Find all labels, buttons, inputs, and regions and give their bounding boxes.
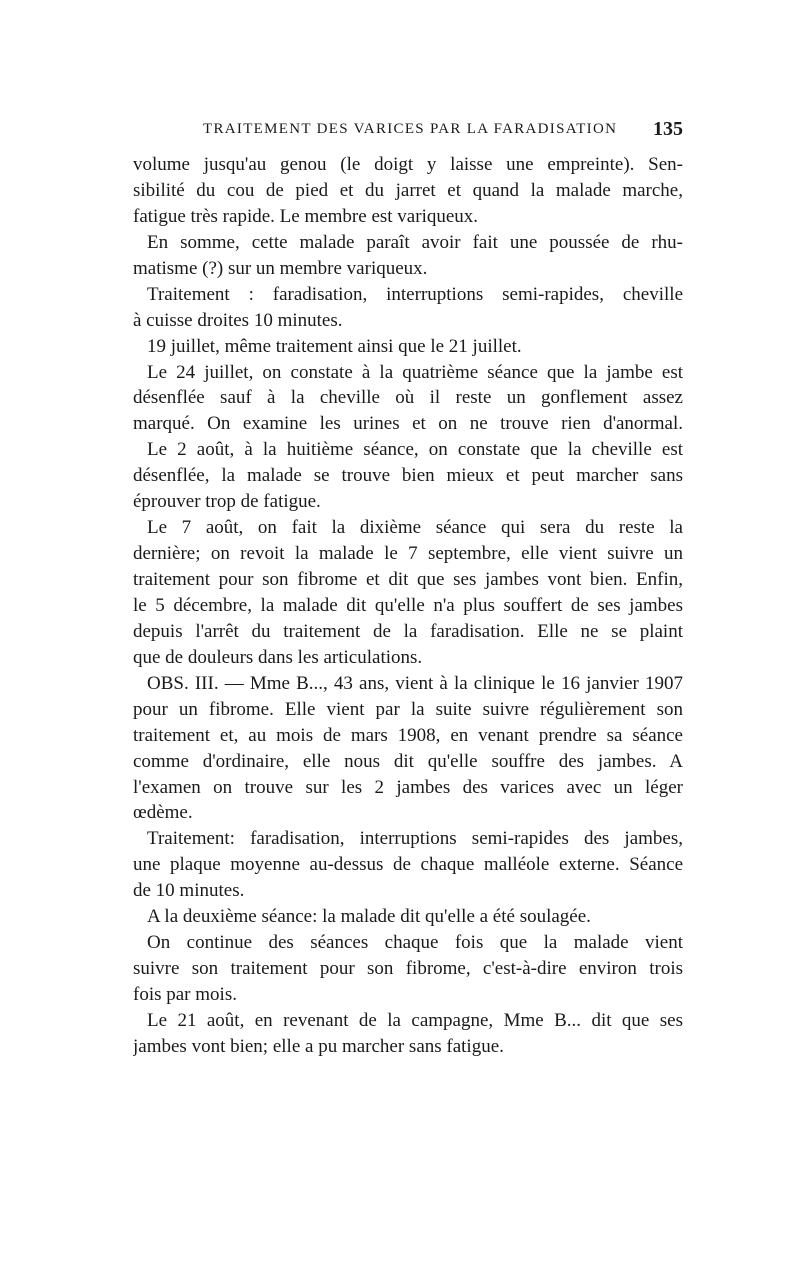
text-line: volume jusqu'au genou (le doigt y laisse une empreinte). Sen- <box>133 154 683 175</box>
text-line: A la deuxième séance: la malade dit qu'elle a été soulagée. <box>147 906 591 928</box>
text-line: Le 24 juillet, on constate à la quatrième séance que la jambe est <box>147 361 683 383</box>
text-line: désenflée, la malade se trouve bien mieux et peut marcher sans <box>133 465 683 487</box>
text-line: traitement et, au mois de mars 1908, en venant prendre sa séance <box>133 724 683 746</box>
text-line: de 10 minutes. <box>133 880 245 902</box>
text-line: fatigue très rapide. Le membre est variqueux. <box>133 205 479 227</box>
running-head <box>133 118 683 144</box>
text-line: jambes vont bien; elle a pu marcher sans fatigue. <box>133 1035 504 1057</box>
page-number: 135 <box>653 118 683 140</box>
text-line: OBS. III. — Mme B..., 43 ans, vient à la clinique le 16 janvier 1907 <box>147 672 683 694</box>
text-line: une plaque moyenne au-dessus de chaque malléole externe. Séance <box>133 854 683 876</box>
running-title: TRAITEMENT DES VARICES PAR LA FARADISATION <box>203 121 618 137</box>
text-line: 19 juillet, même traitement ainsi que le 21 juillet. <box>147 335 522 357</box>
text-line: traitement pour son fibrome et dit que ses jambes vont bien. Enfin, <box>133 569 683 590</box>
text-line: sibilité du cou de pied et du jarret et quand la malade marche, <box>133 179 683 201</box>
text-line: On continue des séances chaque fois que la malade vient <box>147 932 683 954</box>
text-line: éprouver trop de fatigue. <box>133 491 321 513</box>
text-line: le 5 décembre, la malade dit qu'elle n'a plus souffert de ses jambes <box>133 594 683 616</box>
text-line: l'examen on trouve sur les 2 jambes des varices avec un léger <box>133 776 683 798</box>
text-line: Traitement : faradisation, interruptions semi-rapides, cheville <box>147 283 683 305</box>
text-line: depuis l'arrêt du traitement de la faradisation. Elle ne se plaint <box>133 620 683 642</box>
text-line: pour un fibrome. Elle vient par la suite suivre régulièrement son <box>133 698 683 720</box>
text-line: à cuisse droites 10 minutes. <box>133 309 343 331</box>
text-line: fois par mois. <box>133 984 237 1005</box>
text-line: Le 21 août, en revenant de la campagne, Mme B... dit que ses <box>147 1009 683 1031</box>
text-line: matisme (?) sur un membre variqueux. <box>133 257 428 279</box>
text-line: œdème. <box>133 802 193 824</box>
text-line: suivre son traitement pour son fibrome, c'est-à-dire environ trois <box>133 958 683 980</box>
text-line: dernière; on revoit la malade le 7 septembre, elle vient suivre un <box>133 543 683 565</box>
text-line: Le 2 août, à la huitième séance, on constate que la cheville est <box>147 439 683 461</box>
text-line: Traitement: faradisation, interruptions semi-rapides des jambes, <box>147 828 683 850</box>
text-line: que de douleurs dans les articulations. <box>133 646 423 668</box>
text-line: En somme, cette malade paraît avoir fait une poussée de rhu- <box>147 231 683 253</box>
text-line: désenflée sauf à la cheville où il reste un gonflement assez <box>133 387 683 409</box>
text-line: marqué. On examine les urines et on ne trouve rien d'anormal. <box>133 413 683 435</box>
body-text <box>133 152 683 1060</box>
text-line: comme d'ordinaire, elle nous dit qu'elle souffre des jambes. A <box>133 750 683 772</box>
text-line: Le 7 août, on fait la dixième séance qui sera du reste la <box>147 517 683 539</box>
